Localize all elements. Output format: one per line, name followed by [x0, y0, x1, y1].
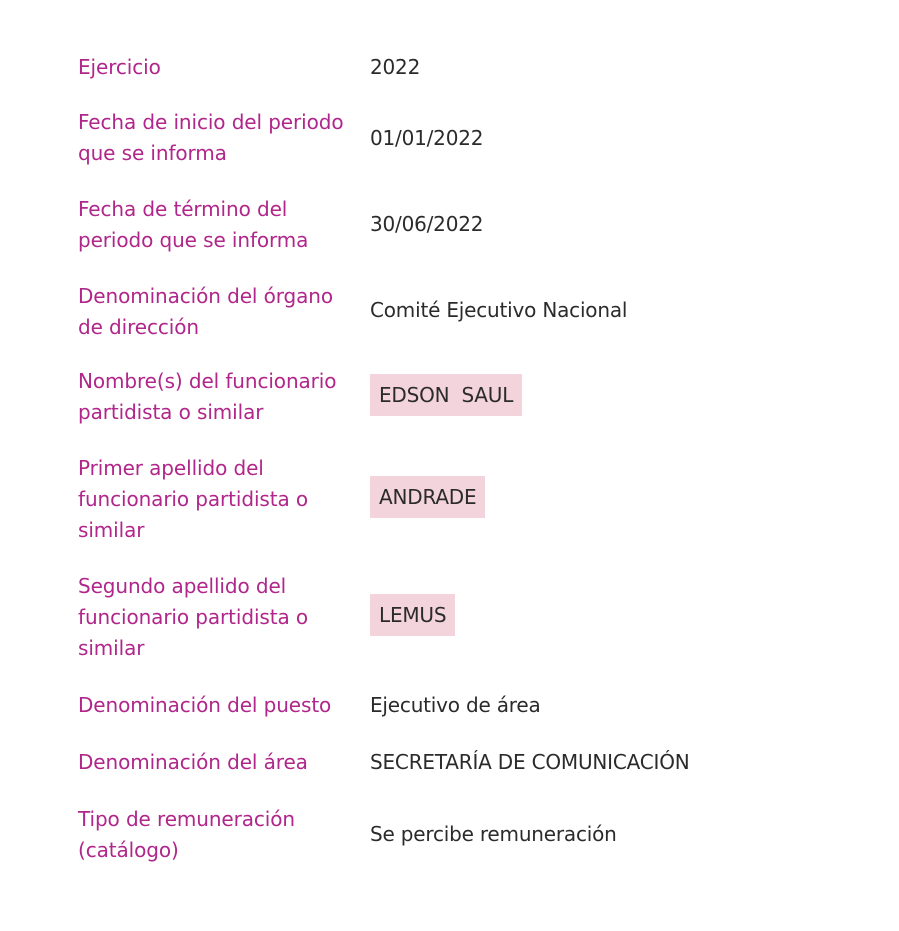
field-label: Denominación del órgano de dirección — [78, 284, 333, 339]
field-value: Comité Ejecutivo Nacional — [370, 298, 628, 322]
highlighted-name-part: EDSON — [370, 374, 453, 416]
field-label: Primer apellido del funcionario partidista o similar — [78, 456, 309, 542]
field-label: Denominación del área — [78, 750, 308, 774]
field-value: Ejecutivo de área — [370, 693, 541, 717]
field-label: Ejercicio — [78, 55, 161, 79]
highlighted-value: LEMUS — [370, 594, 455, 636]
field-value: 2022 — [370, 55, 421, 79]
field-label: Segundo apellido del funcionario partidista o similar — [78, 574, 309, 660]
field-label: Fecha de inicio del periodo que se informa — [78, 110, 344, 165]
field-label: Fecha de término del periodo que se informa — [78, 197, 309, 252]
highlighted-value: ANDRADE — [370, 476, 485, 518]
field-value: 01/01/2022 — [370, 126, 484, 150]
field-value: Se percibe remuneración — [370, 822, 617, 846]
field-value — [370, 594, 455, 636]
highlighted-name-part: SAUL — [453, 374, 522, 416]
field-value — [370, 476, 485, 518]
field-label: Denominación del puesto — [78, 693, 332, 717]
field-label: Tipo de remuneración (catálogo) — [78, 807, 295, 862]
field-value: SECRETARÍA DE COMUNICACIÓN — [370, 750, 690, 774]
field-value: 30/06/2022 — [370, 212, 484, 236]
field-label: Nombre(s) del funcionario partidista o similar — [78, 369, 337, 424]
field-value — [370, 374, 522, 416]
